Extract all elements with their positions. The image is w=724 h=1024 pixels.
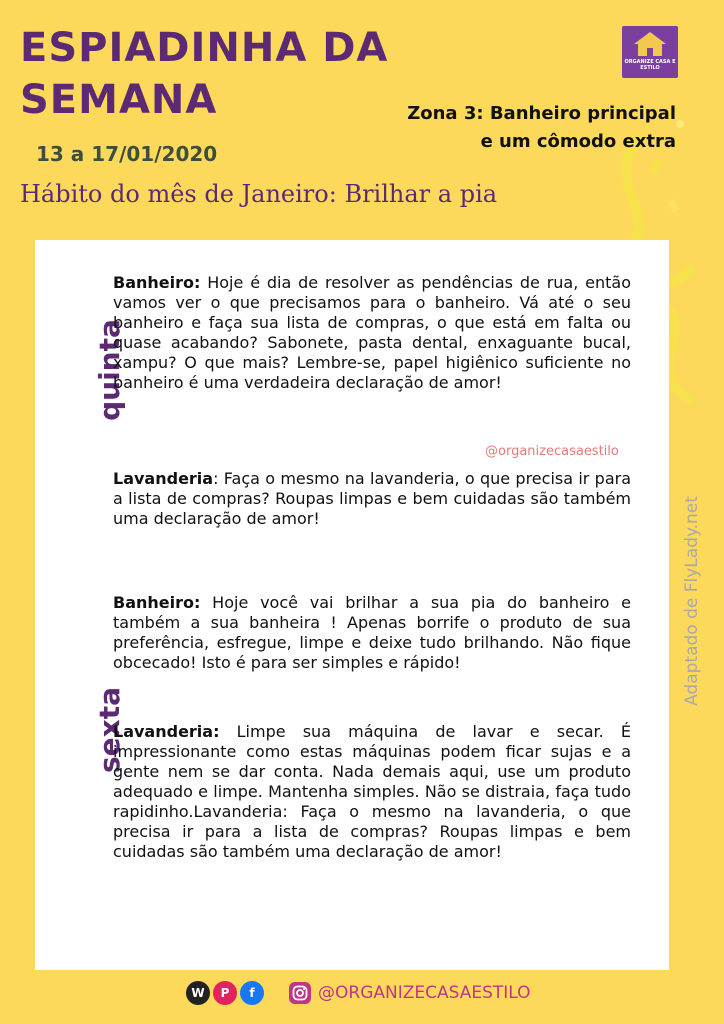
week-dates: 13 a 17/01/2020 (36, 142, 218, 166)
quinta-lavanderia-paragraph (113, 469, 631, 529)
zone-line-1: Zona 3: Banheiro principal (407, 103, 676, 124)
pinterest-icon[interactable]: P (213, 981, 237, 1005)
quinta-lavanderia-title: Lavanderia (113, 469, 214, 488)
day-label-quinta: quinta (93, 319, 126, 421)
zone-line-2: e um cômodo extra (480, 131, 676, 152)
habit-of-month: Hábito do mês de Janeiro: Brilhar a pia (20, 180, 498, 208)
day-label-sexta: sexta (93, 687, 126, 773)
sexta-banheiro-title: Banheiro: (113, 593, 201, 612)
quinta-lavanderia-text: : Faça o mesmo na lavanderia, o que precisa ir para a lista de compras? Roupas limpas e bem cuidadas são também uma declaração de amor! (113, 469, 631, 528)
credit-text: Adaptado de FlyLady.net (682, 496, 702, 706)
social-footer (186, 980, 531, 1006)
wordpress-icon[interactable]: W (186, 981, 210, 1005)
content-card (35, 240, 669, 970)
brand-logo (622, 26, 678, 78)
page-title: ESPIADINHA DA SEMANA (20, 25, 389, 123)
logo-text: ORGANIZE CASA E ESTILO (624, 59, 676, 71)
quinta-banheiro-paragraph (113, 273, 631, 393)
sexta-banheiro-text: Hoje você vai brilhar a sua pia do banheiro e também a sua banheira ! Apenas borrife o produto de sua preferência, esfregue, limpe e deixe tudo brilhando. Não fique obcecado! Isto é para ser simples e rápido! (113, 593, 631, 672)
sexta-lavanderia-text: Limpe sua máquina de lavar e secar. É impressionante como estas máquinas podem ficar sujas e a gente nem se dar conta. Nada demais aqui, use um produto adequado e limpe. Mantenha simples. Não se distraia, faça tudo rapidinho.Lavanderia: Faça o mesmo na lavanderia, o que precisa ir para a lista de compras? Roupas limpas e bem cuidadas são também uma declaração de amor! (113, 722, 631, 861)
instagram-handle[interactable]: @ORGANIZECASAESTILO (318, 983, 531, 1003)
zone-subtitle (346, 100, 676, 156)
watermark-handle: @organizecasaestilo (485, 444, 619, 459)
instagram-icon[interactable] (289, 982, 311, 1004)
facebook-icon[interactable]: f (240, 981, 264, 1005)
sexta-lavanderia-paragraph (113, 722, 631, 862)
quinta-banheiro-title: Banheiro: (113, 273, 201, 292)
sexta-banheiro-paragraph (113, 593, 631, 673)
sexta-lavanderia-title: Lavanderia: (113, 722, 220, 741)
quinta-banheiro-text: Hoje é dia de resolver as pendências de rua, então vamos ver o que precisamos para o banheiro. Vá até o seu banheiro e faça sua lista de compras, o que está em falta ou quase acabando? Sabonete, pasta dental, enxaguante bucal, xampu? O que mais? Lembre-se, papel higiênico suficiente no banheiro é uma verdadeira declaração de amor! (113, 273, 631, 392)
